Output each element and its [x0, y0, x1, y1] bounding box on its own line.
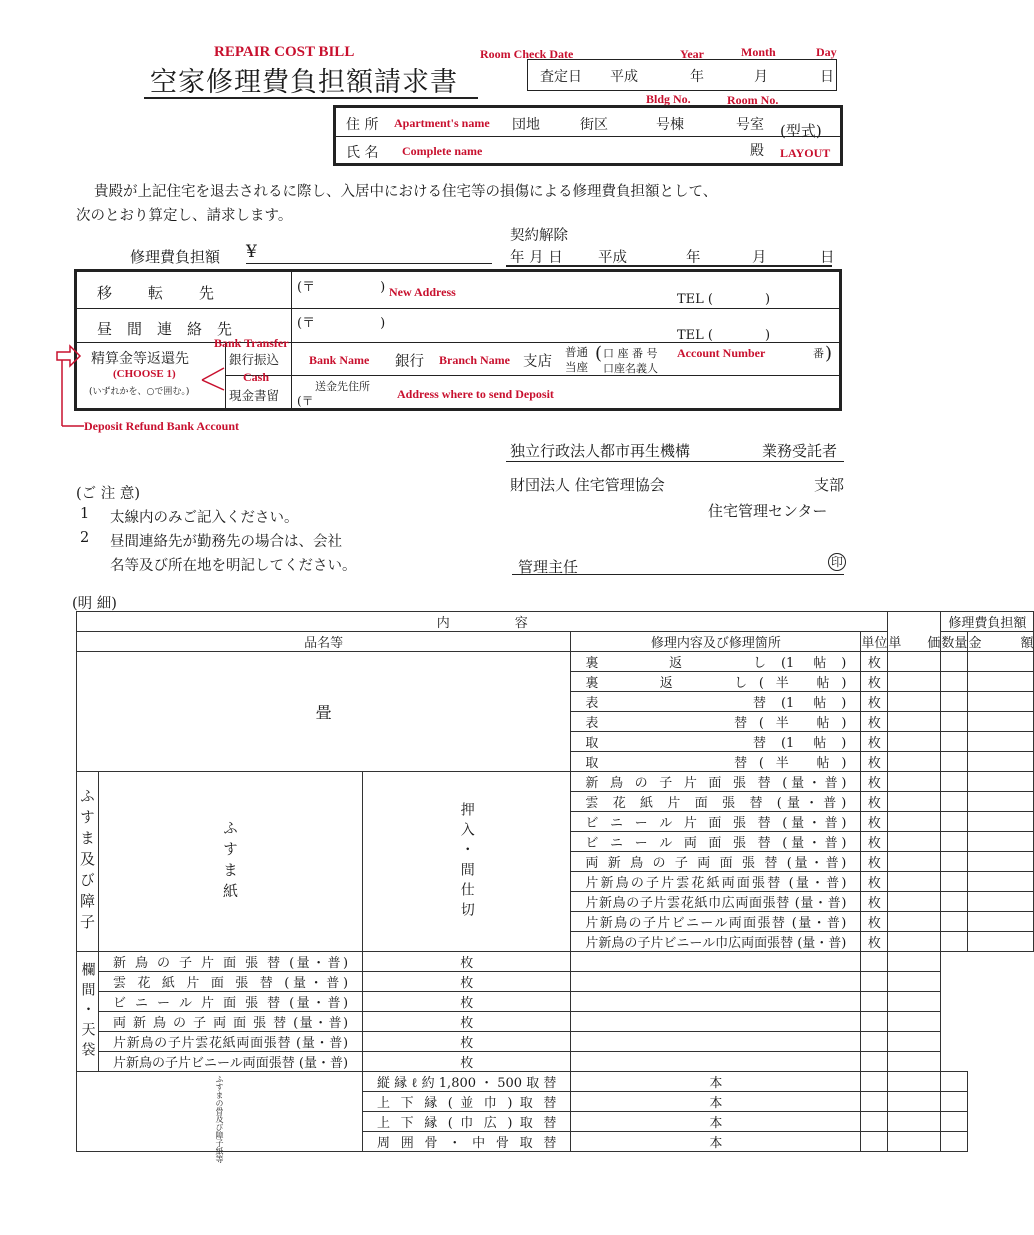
quantity-cell[interactable] — [941, 792, 968, 812]
refund-note: (いずれかを、○で囲む。) — [89, 387, 190, 397]
daytime-tel: TEL ( ) — [677, 328, 771, 343]
unit-price-cell[interactable] — [861, 1092, 888, 1112]
detail-table — [76, 611, 1034, 1163]
unit-price-cell[interactable] — [571, 952, 861, 972]
oshiire-row-unit: 枚 — [861, 832, 888, 852]
bank-transfer-label: Bank Transfer — [214, 336, 289, 350]
quantity-cell[interactable] — [941, 712, 968, 732]
unit-price-cell[interactable] — [888, 652, 941, 672]
amount-cell[interactable] — [888, 1052, 941, 1072]
unit-price-cell[interactable] — [888, 912, 941, 932]
tatami-row-unit: 枚 — [861, 752, 888, 772]
moving-tel: TEL ( ) — [677, 292, 771, 307]
quantity-cell[interactable] — [861, 992, 888, 1012]
bank-suffix: 銀行 — [395, 354, 424, 370]
unit-price-cell[interactable] — [571, 1012, 861, 1032]
refund-label: 精算金等返還先 — [91, 351, 189, 367]
header-hinmei: 品名等 — [77, 632, 571, 652]
quantity-cell[interactable] — [941, 652, 968, 672]
oshiire-row-item: ビ ニ ー ル 両 面 張 替 (量・普) — [571, 832, 861, 852]
tatami-row-item: 取 替(1 帖) — [571, 732, 861, 752]
bank-transfer-option[interactable]: 銀行振込 — [229, 352, 280, 367]
ranma-row-unit: 枚 — [363, 952, 571, 972]
amount-cell[interactable] — [968, 672, 1034, 692]
table-row — [77, 1052, 1034, 1072]
oshiire-row-unit: 枚 — [861, 932, 888, 952]
unit-price-cell[interactable] — [888, 852, 941, 872]
date-day: 日 — [820, 69, 834, 85]
deposit-address-label: Address where to send Deposit — [397, 387, 554, 401]
quantity-cell[interactable] — [888, 1132, 941, 1152]
amount-cell[interactable] — [941, 1132, 968, 1152]
note-2-number: 2 — [80, 530, 90, 546]
hone-row-unit: 本 — [571, 1092, 861, 1112]
table-row — [77, 1072, 1034, 1092]
table-row — [77, 1032, 1034, 1052]
cancel-year: 年 — [686, 250, 701, 266]
oshiire-row-unit: 枚 — [861, 772, 888, 792]
amount-cell[interactable] — [968, 892, 1034, 912]
tatami-row-item: 裏 返 し(1 帖) — [571, 652, 861, 672]
header-suuryou: 数量 — [941, 632, 968, 652]
tatami-row-unit: 枚 — [861, 652, 888, 672]
name-label: 氏 名 — [346, 145, 379, 161]
table-row — [77, 772, 1034, 792]
quantity-cell[interactable] — [861, 1012, 888, 1032]
branch-suffix: 支店 — [523, 354, 552, 370]
foundation-name: 財団法人 住宅管理協会 — [510, 476, 665, 494]
amount-cell[interactable] — [968, 652, 1034, 672]
moving-postal: (〒 ) — [297, 280, 386, 295]
apartment-name-label: Apartment's name — [394, 116, 490, 130]
quantity-cell[interactable] — [941, 732, 968, 752]
cancel-label-1: 契約解除 — [510, 228, 568, 244]
ranma-label: 欄間・天袋 — [79, 961, 96, 1062]
unit-price-cell[interactable] — [861, 1132, 888, 1152]
quantity-cell[interactable] — [888, 1092, 941, 1112]
deposit-refund-label: Deposit Refund Bank Account — [84, 419, 240, 433]
hone-row-item: 上 下 縁 ( 巾 広 ) 取 替 — [363, 1112, 571, 1132]
hone-row-item: 周 囲 骨 ・ 中 骨 取 替 — [363, 1132, 571, 1152]
tatami-row-item: 表 替(1 帖) — [571, 692, 861, 712]
tatami-row-unit: 枚 — [861, 692, 888, 712]
layout-label: LAYOUT — [780, 146, 831, 160]
header-futan: 修理費負担額 — [941, 612, 1034, 632]
send-postal: (〒 — [297, 394, 314, 408]
unit-price-cell[interactable] — [888, 872, 941, 892]
tatami-row-item: 取 替(半 帖) — [571, 752, 861, 772]
quantity-cell[interactable] — [941, 872, 968, 892]
header-naiyou: 内 容 — [77, 612, 888, 632]
goto-label: 号棟 — [656, 117, 684, 133]
moving-label: 移 転 先 — [97, 284, 217, 302]
hone-row-item: 上 下 縁 ( 並 巾 ) 取 替 — [363, 1092, 571, 1112]
oshiire-row-item: 片新鳥の子片雲花紙巾広両面張替 (量・普) — [571, 892, 861, 912]
oshiire-row-unit: 枚 — [861, 812, 888, 832]
ranma-row-unit: 枚 — [363, 972, 571, 992]
ranma-row-unit: 枚 — [363, 1012, 571, 1032]
cancel-label-2: 年 月 日 — [510, 250, 563, 266]
inspection-date-box[interactable] — [527, 59, 837, 91]
amount-cell[interactable] — [888, 952, 941, 972]
amount-cell[interactable] — [968, 732, 1034, 752]
oshiire-row-item: 片新鳥の子片ビニール両面張替 (量・普) — [571, 912, 861, 932]
gaiku-label: 街区 — [580, 117, 608, 133]
table-row — [77, 972, 1034, 992]
table-row — [77, 952, 1034, 972]
oshiire-row-unit: 枚 — [861, 792, 888, 812]
ranma-row-item: 雲 花 紙 片 面 張 替 (量・普) — [99, 972, 363, 992]
amount-cell[interactable] — [941, 1072, 968, 1092]
hone-row-item: 縦 縁 ℓ 約 1,800 ・ 500 取 替 — [363, 1072, 571, 1092]
unit-price-cell[interactable] — [888, 692, 941, 712]
unit-price-cell[interactable] — [888, 672, 941, 692]
page-title: 空家修理費負担額請求書 — [150, 67, 458, 98]
send-address-caption: 送金先住所 — [315, 380, 370, 393]
date-month: 月 — [754, 69, 768, 85]
unit-price-cell[interactable] — [888, 812, 941, 832]
oshiire-row-item: ビ ニ ー ル 片 面 張 替 (量・普) — [571, 812, 861, 832]
table-row — [77, 1012, 1034, 1032]
dono-label: 殿 — [750, 143, 764, 159]
oshiire-row-item: 片新鳥の子片ビニール巾広両面張替 (量・普) — [571, 932, 861, 952]
date-year: 年 — [690, 69, 704, 85]
unit-price-cell[interactable] — [571, 1052, 861, 1072]
katashiki-label: (型式) — [780, 122, 822, 140]
title-english: REPAIR COST BILL — [214, 44, 355, 60]
touza-label[interactable]: 当座 — [565, 360, 588, 374]
ranma-row-item: 両 新 鳥 の 子 両 面 張 替 (量・普) — [99, 1012, 363, 1032]
danchi-label: 団地 — [512, 117, 540, 133]
unit-price-cell[interactable] — [861, 1072, 888, 1092]
quantity-cell[interactable] — [861, 1032, 888, 1052]
tatami-row-item: 裏 返 し(半 帖) — [571, 672, 861, 692]
amount-cell[interactable] — [888, 1012, 941, 1032]
futsuu-label[interactable]: 普通 — [565, 345, 588, 359]
amount-cell[interactable] — [968, 712, 1034, 732]
quantity-cell[interactable] — [941, 932, 968, 952]
oshiire-row-unit: 枚 — [861, 872, 888, 892]
oshiire-row-item: 片新鳥の子片雲花紙両面張替 (量・普) — [571, 872, 861, 892]
unit-price-cell[interactable] — [888, 792, 941, 812]
quantity-cell[interactable] — [941, 812, 968, 832]
cancel-month: 月 — [752, 250, 767, 266]
year-label: Year — [680, 47, 704, 61]
contractor-label: 業務受託者 — [762, 442, 838, 460]
oshiire-row-unit: 枚 — [861, 912, 888, 932]
amount-cell[interactable] — [968, 772, 1034, 792]
hone-label: ふすまの骨及び障子紙等 — [215, 1074, 225, 1163]
quantity-cell[interactable] — [888, 1072, 941, 1092]
oshiire-row-item: 両 新 鳥 の 子 両 面 張 替 (量・普) — [571, 852, 861, 872]
unit-price-cell[interactable] — [571, 972, 861, 992]
resident-box — [333, 105, 843, 166]
month-label: Month — [741, 45, 776, 59]
center-name: 住宅管理センター — [708, 502, 828, 520]
bank-name-label: Bank Name — [309, 353, 370, 367]
ranma-row-item: 新 鳥 の 子 片 面 張 替 (量・普) — [99, 952, 363, 972]
cash-registered-option[interactable]: 現金書留 — [229, 388, 280, 403]
new-address-label: New Address — [389, 285, 456, 299]
unit-price-cell[interactable] — [888, 712, 941, 732]
intro-line-2: 次のとおり算定し、請求します。 — [76, 208, 293, 224]
date-era: 平成 — [610, 69, 638, 85]
address-label: 住 所 — [346, 117, 379, 133]
unit-price-cell[interactable] — [861, 1112, 888, 1132]
fusumagami-label: ふすま紙 — [221, 819, 240, 904]
table-row — [77, 652, 1034, 672]
amount-cell[interactable] — [941, 1092, 968, 1112]
quantity-cell[interactable] — [941, 692, 968, 712]
oshiire-row-item: 雲 花 紙 片 面 張 替 (量・普) — [571, 792, 861, 812]
amount-cell[interactable] — [968, 872, 1034, 892]
branch-name-label: Branch Name — [439, 353, 510, 367]
ranma-row-unit: 枚 — [363, 992, 571, 1012]
quantity-cell[interactable] — [861, 1052, 888, 1072]
note-2b: 名等及び所在地を明記してください。 — [110, 558, 357, 574]
header-tanka: 単 価 — [888, 632, 941, 652]
bldg-no-label: Bldg No. — [646, 92, 691, 106]
table-row — [77, 992, 1034, 1012]
quantity-cell[interactable] — [941, 852, 968, 872]
hone-row-unit: 本 — [571, 1112, 861, 1132]
amount-cell[interactable] — [968, 912, 1034, 932]
cash-label: Cash — [243, 370, 270, 384]
goshitsu-label: 号室 — [736, 117, 764, 133]
tatami-row-unit: 枚 — [861, 712, 888, 732]
account-bracket-open: ( — [595, 343, 603, 364]
room-no-label: Room No. — [727, 93, 779, 107]
tatami-row-unit: 枚 — [861, 732, 888, 752]
unit-price-cell[interactable] — [888, 752, 941, 772]
note-1-number: 1 — [80, 506, 90, 522]
amount-cell[interactable] — [968, 852, 1034, 872]
unit-price-cell[interactable] — [888, 732, 941, 752]
header-tani: 単位 — [861, 632, 888, 652]
amount-cell[interactable] — [941, 1112, 968, 1132]
fusuma-shoji-label: ふすま及び障子 — [78, 788, 96, 935]
tatami-row-unit: 枚 — [861, 672, 888, 692]
amount-cell[interactable] — [968, 932, 1034, 952]
amount-cell[interactable] — [968, 752, 1034, 772]
account-number-caption: 口 座 番 号 — [603, 347, 658, 360]
amount-cell[interactable] — [888, 972, 941, 992]
ranma-row-unit: 枚 — [363, 1052, 571, 1072]
yen-sign: ¥ — [246, 242, 257, 262]
branch-office-label: 支部 — [814, 476, 845, 494]
daytime-postal: (〒 ) — [297, 316, 386, 331]
quantity-cell[interactable] — [888, 1112, 941, 1132]
complete-name-label: Complete name — [402, 144, 483, 158]
hone-row-unit: 本 — [571, 1072, 861, 1092]
ranma-row-item: 片新鳥の子片雲花紙両面張替 (量・普) — [99, 1032, 363, 1052]
header-shuri: 修理内容及び修理箇所 — [571, 632, 861, 652]
tatami-label: 畳 — [315, 703, 332, 722]
amount-cell[interactable] — [888, 1032, 941, 1052]
manager-label: 管理主任 — [518, 558, 579, 576]
unit-price-cell[interactable] — [888, 892, 941, 912]
amount-cell[interactable] — [888, 992, 941, 1012]
ranma-row-item: 片新鳥の子片ビニール両面張替 (量・普) — [99, 1052, 363, 1072]
amount-label: 修理費負担額 — [130, 248, 221, 266]
cancel-era: 平成 — [598, 250, 627, 266]
date-label: 査定日 — [540, 69, 582, 85]
account-holder-caption: 口座名義人 — [603, 362, 658, 375]
quantity-cell[interactable] — [941, 892, 968, 912]
notes-heading: (ご 注 意) — [76, 486, 141, 502]
cancel-day: 日 — [820, 250, 835, 266]
quantity-cell[interactable] — [861, 972, 888, 992]
amount-cell[interactable] — [968, 832, 1034, 852]
daytime-label: 昼 間 連 絡 先 — [97, 320, 233, 338]
ban-label: 番 — [813, 347, 824, 360]
unit-price-cell[interactable] — [571, 1032, 861, 1052]
intro-line-1: 貴殿が上記住宅を退去されるに際し、入居中における住宅等の損傷による修理費負担額として、 — [94, 184, 718, 200]
amount-cell[interactable] — [968, 692, 1034, 712]
ranma-row-unit: 枚 — [363, 1032, 571, 1052]
account-number-label: Account Number — [677, 346, 766, 360]
unit-price-cell[interactable] — [888, 772, 941, 792]
quantity-cell[interactable] — [941, 672, 968, 692]
note-2a: 昼間連絡先が勤務先の場合は、会社 — [110, 534, 342, 550]
amount-cell[interactable] — [968, 812, 1034, 832]
quantity-cell[interactable] — [941, 832, 968, 852]
quantity-cell[interactable] — [941, 912, 968, 932]
header-kingaku: 金 額 — [968, 632, 1034, 652]
choose-one-label: (CHOOSE 1) — [113, 368, 176, 380]
oshiire-label: 押入・間仕切 — [458, 801, 475, 922]
ranma-row-item: ビ ニ ー ル 片 面 張 替 (量・普) — [99, 992, 363, 1012]
account-bracket-close: ) — [825, 343, 833, 364]
detail-heading: (明 細) — [72, 596, 117, 612]
quantity-cell[interactable] — [941, 772, 968, 792]
hone-row-unit: 本 — [571, 1132, 861, 1152]
room-check-date-label: Room Check Date — [480, 47, 574, 61]
day-label: Day — [816, 45, 837, 59]
agency-name: 独立行政法人都市再生機構 — [510, 442, 691, 460]
amount-underline — [246, 263, 492, 264]
unit-price-cell[interactable] — [888, 932, 941, 952]
note-1: 太線内のみご記入ください。 — [110, 510, 299, 526]
seal-mark: 印 — [828, 553, 846, 571]
tatami-row-item: 表 替(半 帖) — [571, 712, 861, 732]
oshiire-row-item: 新 鳥 の 子 片 面 張 替 (量・普) — [571, 772, 861, 792]
oshiire-row-unit: 枚 — [861, 852, 888, 872]
amount-cell[interactable] — [968, 792, 1034, 812]
quantity-cell[interactable] — [941, 752, 968, 772]
quantity-cell[interactable] — [861, 952, 888, 972]
unit-price-cell[interactable] — [888, 832, 941, 852]
unit-price-cell[interactable] — [571, 992, 861, 1012]
oshiire-row-unit: 枚 — [861, 892, 888, 912]
